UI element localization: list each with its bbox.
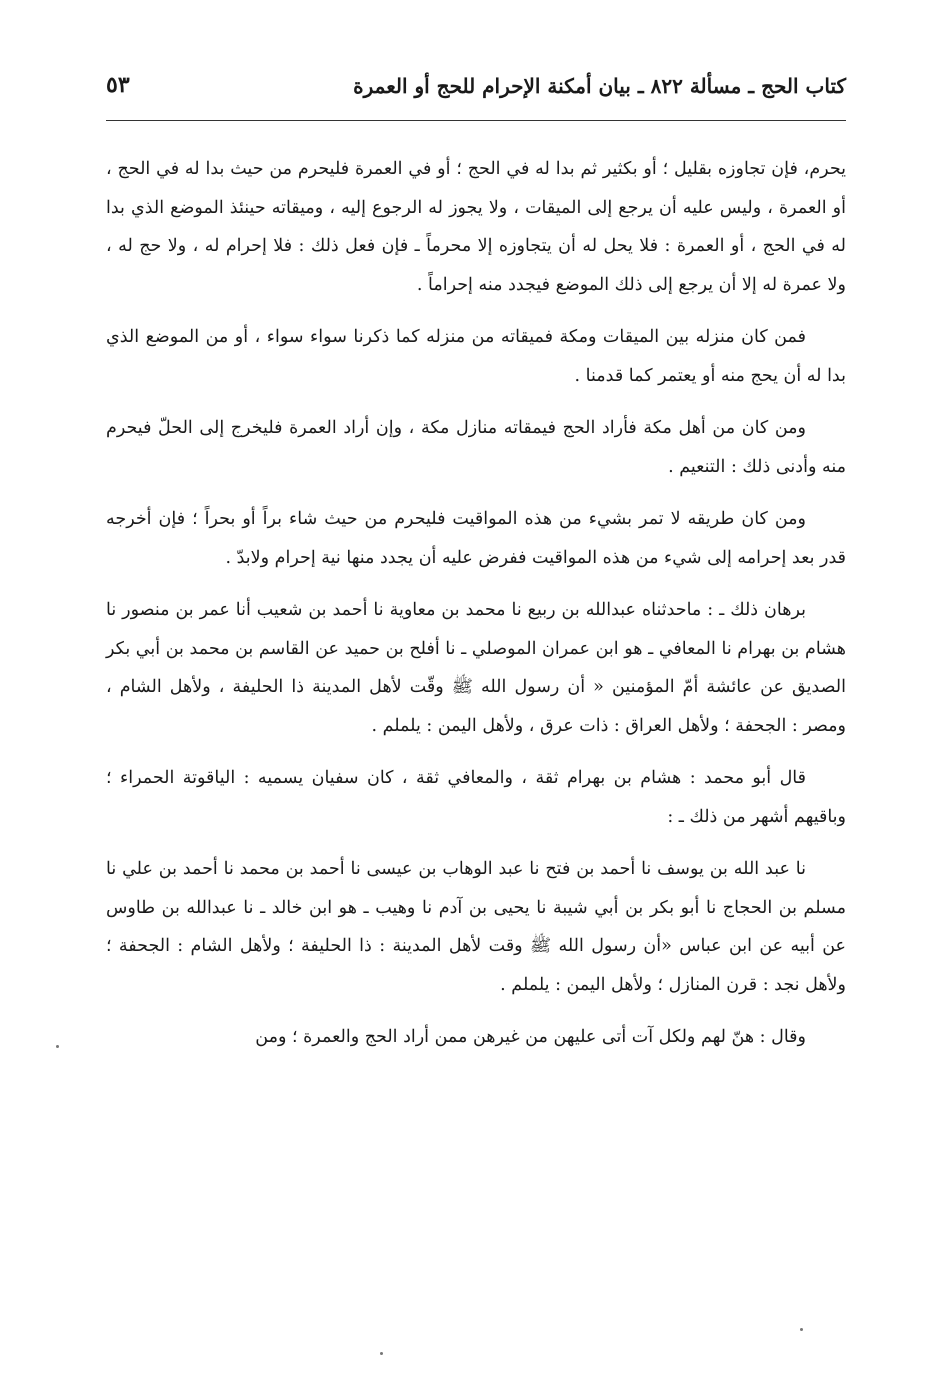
paragraph-hadith-ibn-abbas: نا عبد الله بن يوسف نا أحمد بن فتح نا عبد الوهاب بن عيسى نا أحمد بن محمد نا أحمد بن علي نا مسلم بن الحجاج نا أبو بكر بن أبي شيبة نا يحيى بن آدم نا وهيب ـ هو ابن خالد ـ نا عبدالله بن طاوس عن أبيه عن ابن عباس «أن رسول الله ﷺ وقت لأهل المدينة : ذا الحليفة ؛ ولأهل الشام : الجحفة ؛ ولأهل نجد : قرن المنازل ؛ ولأهل اليمن : يلملم . (106, 859, 846, 995)
paragraph-proof-hadith-aisha: برهان ذلك ـ : ماحدثناه عبدالله بن ربيع نا محمد بن معاوية نا أحمد بن شعيب أنا عمر بن منصور نا هشام بن بهرام نا المعافي ـ هو ابن عمران الموصلي ـ نا أفلح بن حميد عن القاسم بن محمد بن أبي بكر الصديق عن عائشة أمّ المؤمنين « أن رسول الله ﷺ وقّت لأهل المدينة ذا الحليفة ، ولأهل الشام ، ومصر : الجحفة ؛ ولأهل العراق : ذات عرق ، ولأهل اليمن : يلملم . (106, 600, 846, 736)
paragraph-people-of-makkah: ومن كان من أهل مكة فأراد الحج فيمقاته منازل مكة ، وإن أراد العمرة فليخرج إلى الحلّ فيحرم منه وأدنى ذلك : التنعيم . (106, 418, 846, 477)
page-number: ٥٣ (106, 72, 130, 98)
running-title: كتاب الحج ـ مسألة ٨٢٢ ـ بيان أمكنة الإحرام للحج أو العمرة (353, 74, 846, 98)
paragraph-between-miqat-and-makkah: فمن كان منزله بين الميقات ومكة فميقاته من منزله كما ذكرنا سواء سواء ، أو من الموضع الذي بدا له أن يحج منه أو يعتمر كما قدمنا . (106, 327, 846, 386)
page-header (106, 66, 846, 121)
scan-speck (56, 1045, 59, 1048)
paragraph-continuation: يحرم، فإن تجاوزه بقليل ؛ أو بكثير ثم بدا له في الحج ؛ أو في العمرة فليحرم من حيث بدا له في الحج ، أو العمرة ، وليس عليه أن يرجع إلى الميقات ، ولا يجوز له الرجوع إليه ، وميقاته حينئذ الموضع الذي بدا له في الحج ، أو العمرة : فلا يحل له أن يتجاوزه إلا محرماً ـ فإن فعل ذلك : فلا إحرام له ، ولا حج له ، ولا عمرة له إلا أن يرجع إلى ذلك الموضع فيجدد منه إحراماً . (106, 159, 846, 295)
paragraph-closing-line: وقال : هنّ لهم ولكل آت أتى عليهن من غيرهن ممن أراد الحج والعمرة ؛ ومن (255, 1027, 806, 1047)
scan-speck (800, 1328, 803, 1331)
paragraph-no-miqat-route: ومن كان طريقه لا تمر بشيء من هذه المواقيت فليحرم من حيث شاء براً أو بحراً ؛ فإن أخرجه قدر بعد إحرامه إلى شيء من هذه المواقيت ففرض عليه أن يجدد منها نية إحرام ولابدّ . (106, 509, 846, 568)
scan-speck (380, 1352, 383, 1355)
paragraph-abu-muhammad-note: قال أبو محمد : هشام بن بهرام ثقة ، والمعافي ثقة ، كان سفيان يسميه : الياقوتة الحمراء ؛ وباقيهم أشهر من ذلك ـ : (106, 768, 846, 827)
page-body (106, 150, 846, 1057)
